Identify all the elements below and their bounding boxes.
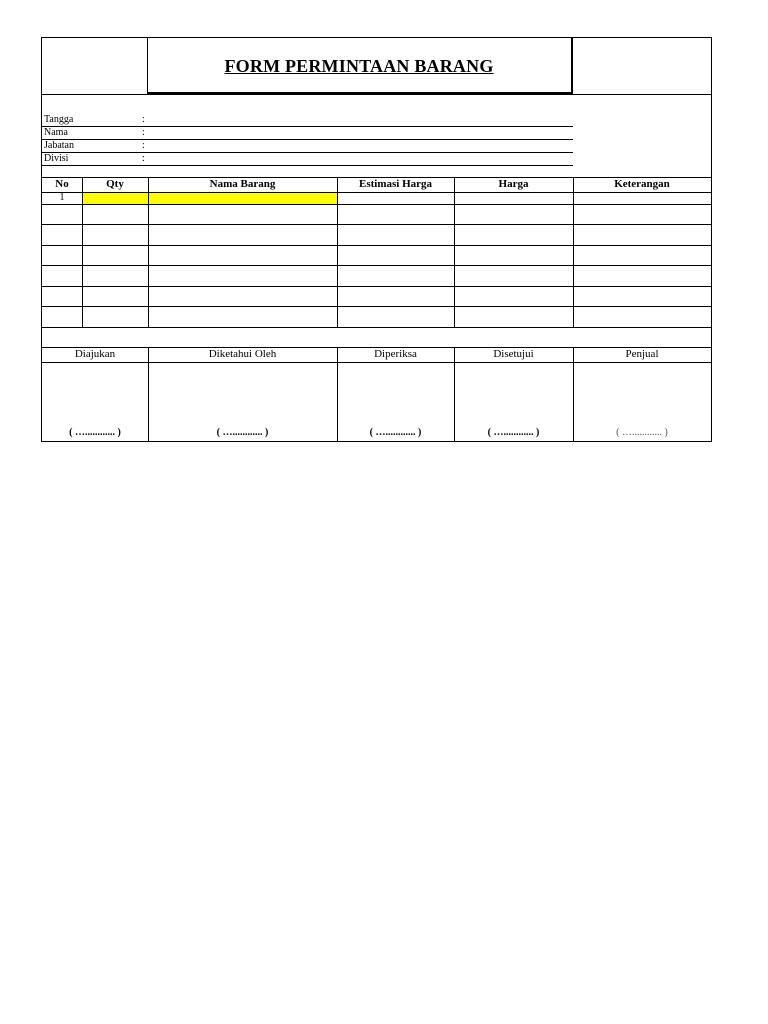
col-header-nama-barang: Nama Barang — [209, 178, 276, 190]
sig-header-disetujui: Disetujui — [493, 348, 534, 360]
info-line[interactable] — [42, 165, 573, 166]
col-header-estimasi-harga: Estimasi Harga — [358, 178, 433, 190]
info-label: Divisi — [44, 153, 69, 164]
sig-header-diajukan: Diajukan — [74, 348, 116, 360]
sig-header-penjual: Penjual — [625, 348, 659, 360]
sig-header-diperiksa: Diperiksa — [374, 348, 417, 360]
info-colon: : — [142, 140, 145, 151]
row-number: 1 — [59, 192, 65, 203]
col-header-keterangan: Keterangan — [614, 178, 670, 190]
info-label: Tangga — [44, 114, 74, 125]
request-form — [41, 37, 712, 442]
col-header-harga: Harga — [498, 178, 529, 190]
info-label: Jabatan — [44, 140, 74, 151]
sig-slot-penjual[interactable]: ( …............ ) — [616, 427, 668, 438]
highlight-cell — [83, 192, 337, 204]
form-header — [42, 38, 711, 95]
sig-header-diketahui-oleh: Diketahui Oleh — [208, 348, 277, 360]
info-colon: : — [142, 153, 145, 164]
header-right-cell — [573, 38, 711, 94]
info-colon: : — [142, 127, 145, 138]
info-line[interactable] — [42, 139, 573, 140]
info-colon: : — [142, 114, 145, 125]
info-line[interactable] — [42, 152, 573, 153]
col-header-qty: Qty — [106, 178, 124, 190]
sig-slot-disetujui[interactable]: ( …............ ) — [487, 427, 540, 438]
logo-cell — [42, 38, 148, 94]
title-cell — [147, 38, 573, 94]
form-title: FORM PERMINTAAN BARANG — [224, 56, 494, 76]
info-label: Nama — [44, 127, 68, 138]
col-header-no: No — [55, 178, 69, 190]
sig-slot-diketahui-oleh[interactable]: ( …............ ) — [216, 427, 269, 438]
sig-slot-diperiksa[interactable]: ( …............ ) — [369, 427, 422, 438]
info-line[interactable] — [42, 126, 573, 127]
sig-slot-diajukan[interactable]: ( …............ ) — [69, 427, 121, 438]
